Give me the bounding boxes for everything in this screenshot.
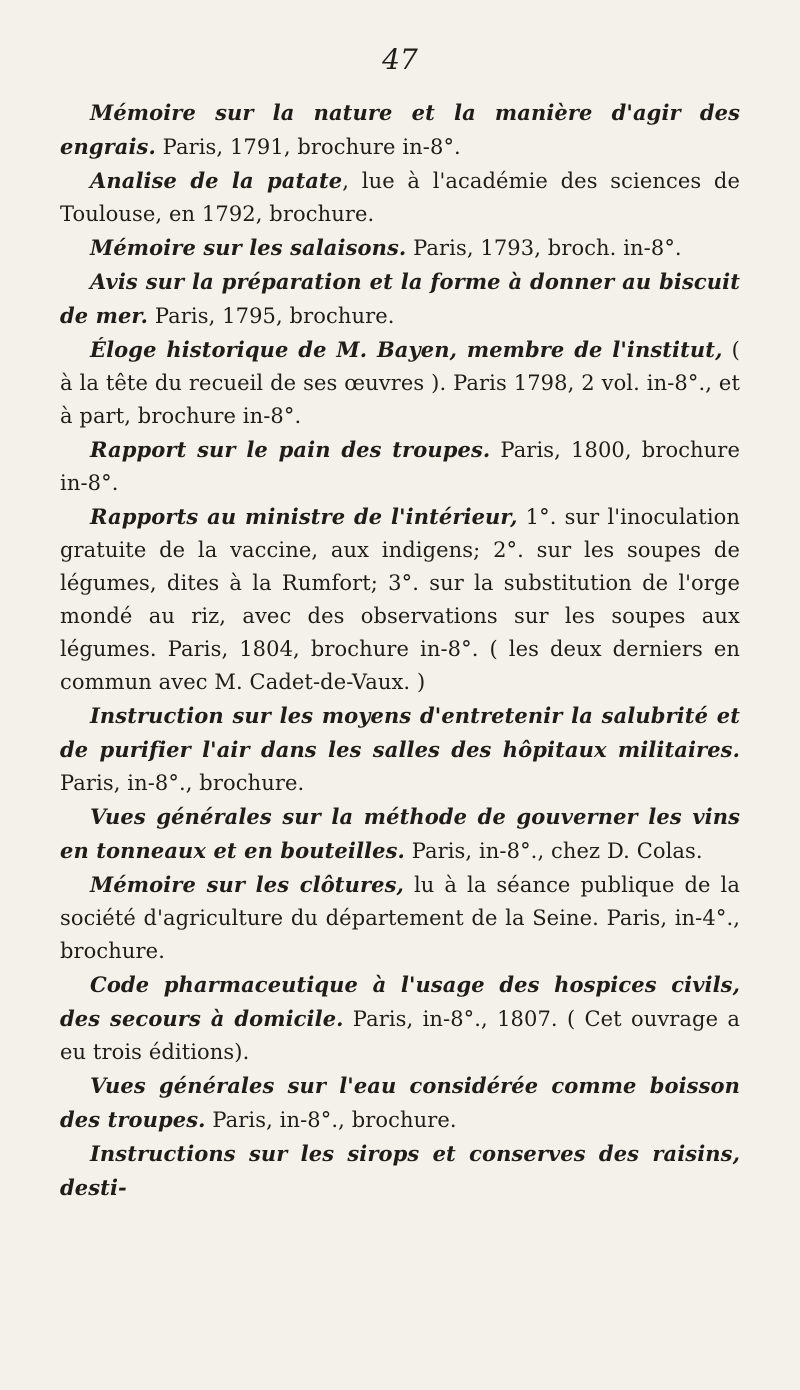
entry-title: Rapport sur le pain des troupes. <box>90 437 491 462</box>
entry-title: Vues générales sur la méthode de gouverner les vins en tonneaux et en bouteilles. <box>60 804 740 863</box>
entry-title: Éloge historique de M. Bayen, membre de l'institut, <box>90 337 723 362</box>
entry-title: Instruction sur les moyens d'entretenir la salubrité et de purifier l'air dans les salles des hôpitaux militaires. <box>60 703 740 762</box>
bibliography-entry <box>60 500 740 699</box>
entry-detail: Paris, 1800, brochure in-8°. <box>60 438 740 495</box>
entry-detail: Paris, in-8°., brochure. <box>205 1108 457 1132</box>
entry-title: Mémoire sur les clôtures, <box>90 872 404 897</box>
entry-detail: Paris, in-8°., 1807. ( Cet ouvrage a eu trois éditions). <box>60 1007 740 1064</box>
bibliography-entry <box>60 868 740 968</box>
bibliography-entry <box>60 433 740 500</box>
entry-detail: Paris, 1793, broch. in-8°. <box>406 236 682 260</box>
bibliography-list <box>60 96 740 1205</box>
bibliography-entry <box>60 1137 740 1205</box>
bibliography-entry <box>60 231 740 265</box>
entry-detail: , lue à l'académie des sciences de Toulouse, en 1792, brochure. <box>60 169 740 226</box>
bibliography-entry <box>60 265 740 333</box>
entry-detail: ( à la tête du recueil de ses œuvres ). Paris 1798, 2 vol. in-8°., et à part, brochure in-8°. <box>60 338 740 428</box>
entry-title: Instructions sur les sirops et conserves des raisins, desti- <box>60 1141 740 1200</box>
entry-detail: Paris, 1795, brochure. <box>148 304 395 328</box>
bibliography-entry <box>60 164 740 231</box>
bibliography-entry <box>60 333 740 433</box>
entry-title: Code pharmaceutique à l'usage des hospices civils, des secours à domicile. <box>60 972 740 1031</box>
entry-title: Vues générales sur l'eau considérée comme boisson des troupes. <box>60 1073 740 1132</box>
entry-title: Analise de la patate <box>90 168 343 193</box>
entry-title: Rapports au ministre de l'intérieur, <box>90 504 518 529</box>
entry-detail: Paris, in-8°., chez D. Colas. <box>404 839 703 863</box>
entry-detail: Paris, in-8°., brochure. <box>60 771 305 795</box>
bibliography-entry <box>60 968 740 1069</box>
entry-title: Mémoire sur les salaisons. <box>90 235 407 260</box>
entry-detail: lu à la séance publique de la société d'agriculture du département de la Seine. Paris, in-4°., brochure. <box>60 873 740 963</box>
entry-title: Avis sur la préparation et la forme à donner au biscuit de mer. <box>60 269 740 328</box>
entry-detail: 1°. sur l'inoculation gratuite de la vaccine, aux indigens; 2°. sur les soupes de légumes, dites à la Rumfort; 3°. sur la substitution de l'orge mondé au riz, avec des observations sur les soupes aux légumes. Paris, 1804, brochure in-8°. ( les deux derniers en commun avec M. Cadet-de-Vaux. ) <box>60 505 740 694</box>
entry-detail: Paris, 1791, brochure in-8°. <box>155 135 461 159</box>
bibliography-entry <box>60 1069 740 1137</box>
bibliography-entry <box>60 800 740 868</box>
entry-title: Mémoire sur la nature et la manière d'agir des engrais. <box>60 100 740 159</box>
bibliography-entry <box>60 699 740 800</box>
bibliography-entry <box>60 96 740 164</box>
page-number: 47 <box>382 43 418 76</box>
